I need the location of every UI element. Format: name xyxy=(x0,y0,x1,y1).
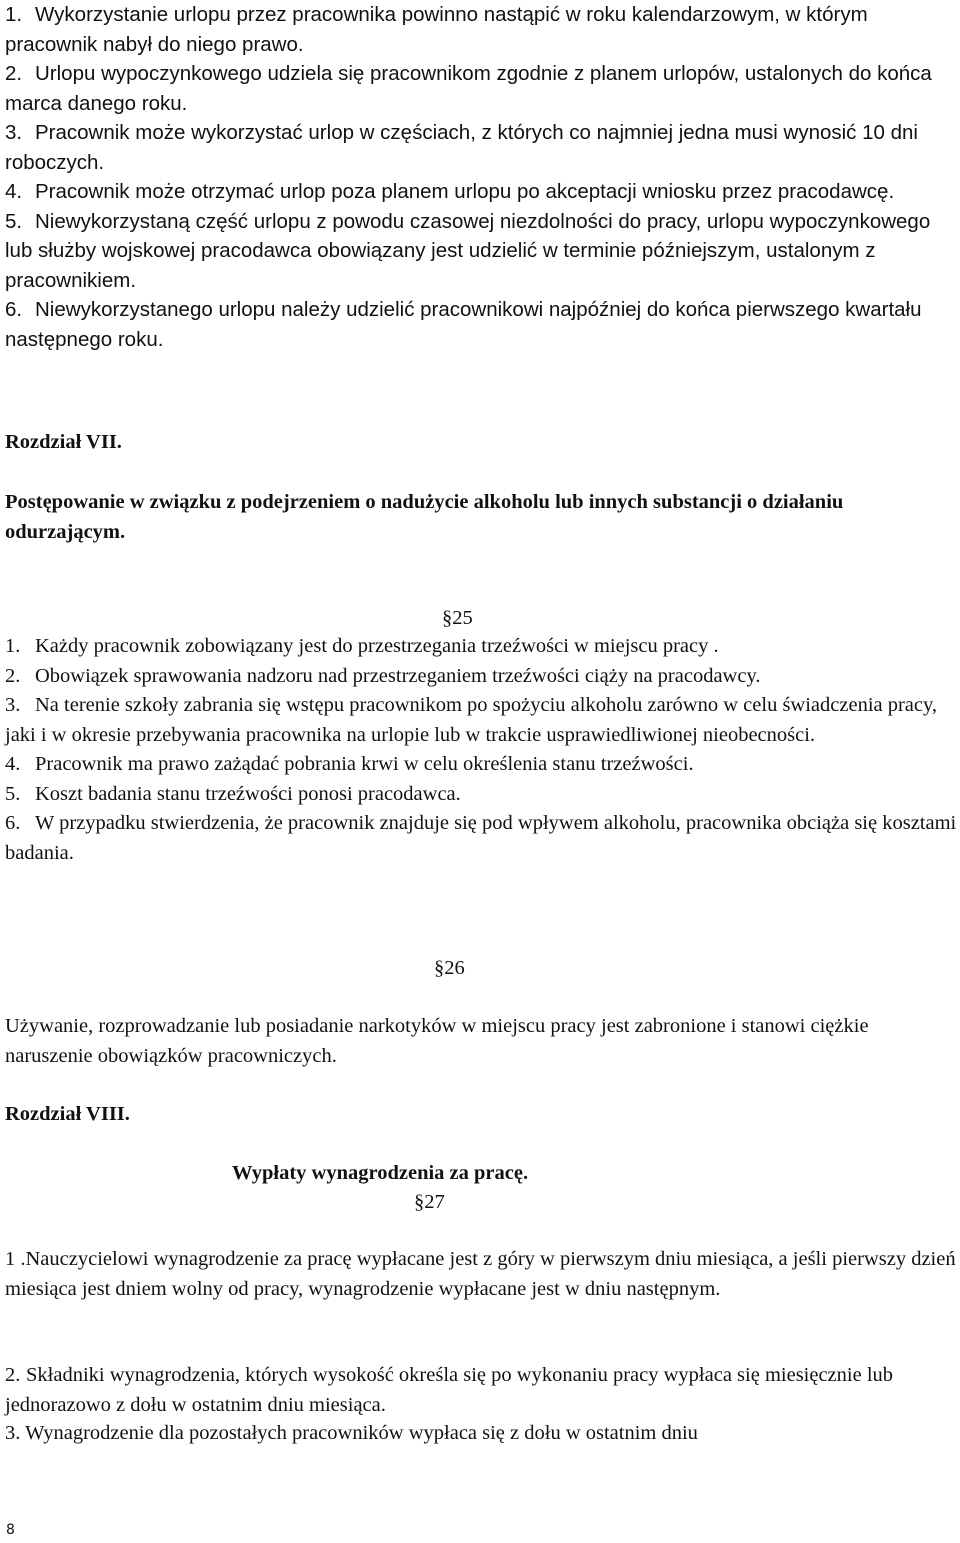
list-item: 5. Niewykorzystaną część urlopu z powodu czasowej niezdolności do pracy, urlopu wypoczynkowego lub służby wojskowej pracodawca obowiązany jest udzielić w terminie późniejszym, ustalonym z pracownikiem. xyxy=(5,209,931,292)
list-item: 3. Na terenie szkoły zabrania się wstępu pracownikom po spożyciu alkoholu zarówno w celu świadczenia pracy, jaki i w okresie przebywania pracownika na urlopie lub w trakcie usprawiedliwionej nieobecności. xyxy=(5,694,938,746)
sobriety-rules-list xyxy=(5,632,957,868)
salary-item-3: 3. Wynagrodzenie dla pozostałych pracowników wypłaca się z dołu w ostatnim dniu xyxy=(5,1422,698,1444)
section-mark-26: §26 xyxy=(434,957,465,979)
list-item: 6. W przypadku stwierdzenia, że pracownik znajduje się pod wpływem alkoholu, pracownika obciąża się kosztami badania. xyxy=(5,812,957,864)
list-item: 2. Urlopu wypoczynkowego udziela się pracownikom zgodnie z planem urlopów, ustalonych do końca marca danego roku. xyxy=(5,62,932,115)
list-item: 3. Pracownik może wykorzystać urlop w częściach, z których co najmniej jedna musi wynosić 10 dni roboczych. xyxy=(5,121,918,174)
chapter-subtitle: Postępowanie w związku z podejrzeniem o nadużycie alkoholu lub innych substancji o działaniu odurzającym. xyxy=(5,491,844,543)
list-item: 6. Niewykorzystanego urlopu należy udzielić pracownikowi najpóźniej do końca pierwszego kwartału następnego roku. xyxy=(5,298,922,351)
drugs-rule-paragraph: Używanie, rozprowadzanie lub posiadanie narkotyków w miejscu pracy jest zabronione i stanowi ciężkie naruszenie obowiązków pracowniczych. xyxy=(5,1015,869,1067)
list-item: 1. Każdy pracownik zobowiązany jest do przestrzegania trzeźwości w miejscu pracy . xyxy=(5,635,719,657)
section-sign-icon: § xyxy=(434,957,445,979)
section-sign-icon: § xyxy=(414,1191,425,1213)
chapter-title: Rozdział VIII. xyxy=(5,1103,130,1125)
list-item: 4. Pracownik ma prawo zażądać pobrania krwi w celu określenia stanu trzeźwości. xyxy=(5,753,694,775)
section-mark-27: §27 xyxy=(414,1191,445,1213)
salary-item-1: 1 .Nauczycielowi wynagrodzenie za pracę wypłacane jest z góry w pierwszym dniu miesiąca, a jeśli pierwszy dzień miesiąca jest dniem wolny od pracy, wynagrodzenie wypłacane jest w dniu następnym. xyxy=(5,1248,956,1300)
section-mark-25: §25 xyxy=(442,607,473,629)
list-item: 5. Koszt badania stanu trzeźwości ponosi pracodawca. xyxy=(5,782,461,805)
leave-rules-list xyxy=(5,0,957,354)
list-item: 4. Pracownik może otrzymać urlop poza planem urlopu po akceptacji wniosku przez pracodawcę. xyxy=(5,180,895,203)
page-number: 8 xyxy=(6,1522,15,1538)
section-sign-icon: § xyxy=(442,607,453,629)
salary-item-2: 2. Składniki wynagrodzenia, których wysokość określa się po wykonaniu pracy wypłaca się miesięcznie lub jednorazowo z dołu w ostatnim dniu miesiąca. xyxy=(5,1364,894,1416)
chapter-subtitle: Wypłaty wynagrodzenia za pracę. xyxy=(232,1162,529,1184)
list-item: 2. Obowiązek sprawowania nadzoru nad przestrzeganiem trzeźwości ciąży na pracodawcy. xyxy=(5,664,761,687)
chapter-title: Rozdział VII. xyxy=(5,431,122,453)
list-item: 1. Wykorzystanie urlopu przez pracownika powinno nastąpić w roku kalendarzowym, w którym pracownik nabył do niego prawo. xyxy=(5,3,868,56)
